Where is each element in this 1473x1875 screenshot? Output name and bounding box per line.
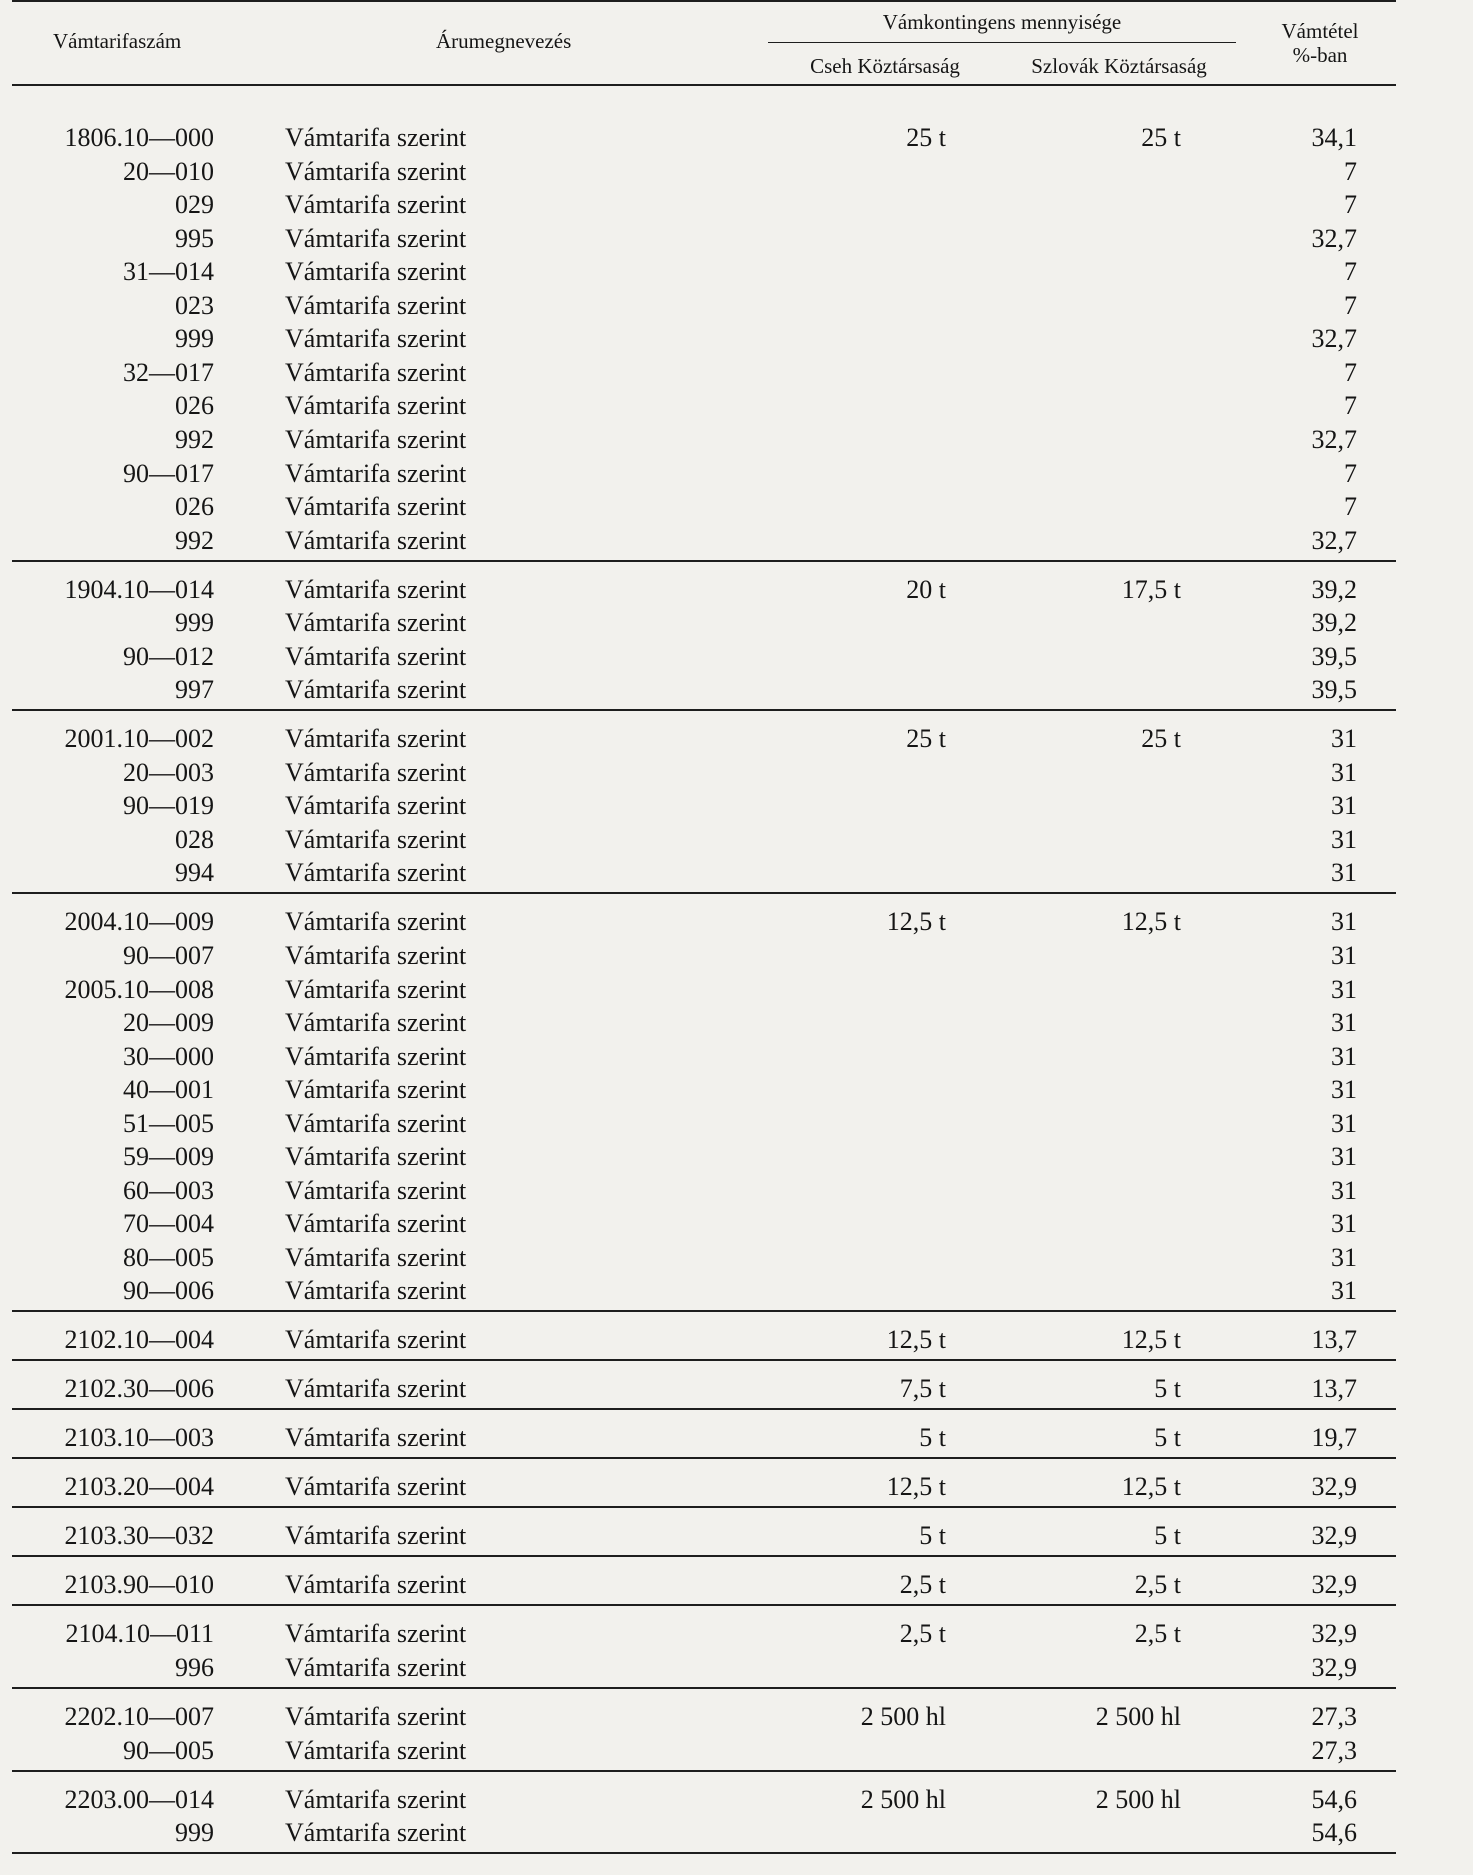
table-row <box>0 390 1473 422</box>
tariff-code: 31—014 <box>123 257 214 286</box>
goods-description: Vámtarifa szerint <box>285 1075 467 1104</box>
duty-rate: 31 <box>1331 1109 1357 1138</box>
slovak-quota: 25 t <box>1141 724 1181 753</box>
duty-rate: 32,7 <box>1311 526 1357 555</box>
duty-rate: 31 <box>1331 1142 1357 1171</box>
duty-rate: 13,7 <box>1311 1325 1357 1354</box>
column-header-description: Árumegnevezés <box>436 29 572 53</box>
tariff-code: 996 <box>175 1653 214 1682</box>
duty-rate: 32,9 <box>1311 1570 1357 1599</box>
czech-quota: 2 500 hl <box>860 1702 946 1731</box>
goods-description: Vámtarifa szerint <box>285 190 467 219</box>
goods-description: Vámtarifa szerint <box>285 123 467 152</box>
tariff-code: 995 <box>175 224 214 253</box>
column-header-slovak: Szlovák Köztársaság <box>1031 54 1207 78</box>
table-row <box>0 525 1473 557</box>
goods-description: Vámtarifa szerint <box>285 1109 467 1138</box>
duty-rate: 39,5 <box>1311 642 1357 671</box>
tariff-code: 70—004 <box>123 1209 214 1238</box>
tariff-code: 2004.10—009 <box>64 907 214 936</box>
table-row <box>0 1422 1473 1454</box>
goods-description: Vámtarifa szerint <box>285 975 467 1004</box>
duty-rate: 7 <box>1344 391 1357 420</box>
duty-rate: 27,3 <box>1311 1702 1357 1731</box>
tariff-code: 2005.10—008 <box>64 975 214 1004</box>
tariff-code: 2103.30—032 <box>64 1521 214 1550</box>
tariff-code: 999 <box>175 1818 214 1847</box>
goods-description: Vámtarifa szerint <box>285 1374 467 1403</box>
tariff-code: 20—009 <box>123 1008 214 1037</box>
column-header-quota: Vámkontingens mennyisége <box>882 10 1122 34</box>
duty-rate: 7 <box>1344 157 1357 186</box>
duty-rate: 27,3 <box>1311 1736 1357 1765</box>
duty-rate: 7 <box>1344 358 1357 387</box>
goods-description: Vámtarifa szerint <box>285 1785 467 1814</box>
table-row <box>0 757 1473 789</box>
table-row <box>0 574 1473 606</box>
table-row <box>0 1817 1473 1849</box>
table-row <box>0 323 1473 355</box>
tariff-code: 028 <box>175 825 214 854</box>
table-row <box>0 1242 1473 1274</box>
goods-description: Vámtarifa szerint <box>285 1818 467 1847</box>
group-separator <box>12 1604 1396 1606</box>
tariff-code: 20—003 <box>123 758 214 787</box>
group-separator <box>12 560 1396 562</box>
tariff-code: 90—007 <box>123 941 214 970</box>
table-row <box>0 857 1473 889</box>
duty-rate: 7 <box>1344 257 1357 286</box>
czech-quota: 25 t <box>906 724 946 753</box>
goods-description: Vámtarifa szerint <box>285 675 467 704</box>
duty-rate: 13,7 <box>1311 1374 1357 1403</box>
slovak-quota: 12,5 t <box>1121 1325 1181 1354</box>
czech-quota: 2 500 hl <box>860 1785 946 1814</box>
table-row <box>0 1520 1473 1552</box>
tariff-code: 30—000 <box>123 1042 214 1071</box>
top-rule <box>12 0 1396 2</box>
table-row <box>0 1074 1473 1106</box>
group-separator <box>12 1770 1396 1772</box>
table-row <box>0 189 1473 221</box>
table-row <box>0 974 1473 1006</box>
table-row <box>0 824 1473 856</box>
tariff-code: 40—001 <box>123 1075 214 1104</box>
table-row <box>0 223 1473 255</box>
tariff-code: 999 <box>175 608 214 637</box>
goods-description: Vámtarifa szerint <box>285 825 467 854</box>
table-row <box>0 1007 1473 1039</box>
goods-description: Vámtarifa szerint <box>285 1570 467 1599</box>
group-separator <box>12 892 1396 894</box>
slovak-quota: 2 500 hl <box>1095 1785 1181 1814</box>
duty-rate: 31 <box>1331 941 1357 970</box>
slovak-quota: 12,5 t <box>1121 907 1181 936</box>
duty-rate: 31 <box>1331 758 1357 787</box>
slovak-quota: 2 500 hl <box>1095 1702 1181 1731</box>
czech-quota: 2,5 t <box>899 1570 946 1599</box>
duty-rate: 31 <box>1331 907 1357 936</box>
goods-description: Vámtarifa szerint <box>285 157 467 186</box>
tariff-code: 992 <box>175 526 214 555</box>
tariff-code: 90—017 <box>123 459 214 488</box>
goods-description: Vámtarifa szerint <box>285 1276 467 1305</box>
header-rule <box>12 84 1396 86</box>
table-row <box>0 641 1473 673</box>
slovak-quota: 5 t <box>1154 1521 1181 1550</box>
goods-description: Vámtarifa szerint <box>285 941 467 970</box>
czech-quota: 20 t <box>906 575 946 604</box>
duty-rate: 39,2 <box>1311 575 1357 604</box>
czech-quota: 25 t <box>906 123 946 152</box>
group-separator <box>12 1506 1396 1508</box>
tariff-code: 2203.00—014 <box>64 1785 214 1814</box>
goods-description: Vámtarifa szerint <box>285 358 467 387</box>
duty-rate: 32,7 <box>1311 324 1357 353</box>
duty-rate: 31 <box>1331 1276 1357 1305</box>
duty-rate: 39,2 <box>1311 608 1357 637</box>
duty-rate: 32,9 <box>1311 1653 1357 1682</box>
column-header-czech: Cseh Köztársaság <box>810 54 960 78</box>
goods-description: Vámtarifa szerint <box>285 1423 467 1452</box>
duty-rate: 31 <box>1331 724 1357 753</box>
slovak-quota: 12,5 t <box>1121 1472 1181 1501</box>
goods-description: Vámtarifa szerint <box>285 907 467 936</box>
table-row <box>0 1141 1473 1173</box>
goods-description: Vámtarifa szerint <box>285 1702 467 1731</box>
tariff-code: 90—012 <box>123 642 214 671</box>
czech-quota: 7,5 t <box>899 1374 946 1403</box>
duty-rate: 7 <box>1344 291 1357 320</box>
group-separator <box>12 1687 1396 1689</box>
table-row <box>0 1784 1473 1816</box>
duty-rate: 31 <box>1331 1209 1357 1238</box>
goods-description: Vámtarifa szerint <box>285 1209 467 1238</box>
tariff-code: 997 <box>175 675 214 704</box>
czech-quota: 5 t <box>919 1423 946 1452</box>
tariff-code: 60—003 <box>123 1176 214 1205</box>
tariff-code: 2102.30—006 <box>64 1374 214 1403</box>
column-header-rate <box>1250 19 1390 67</box>
tariff-code: 023 <box>175 291 214 320</box>
rate-header-line-1: Vámtétel <box>1281 19 1359 43</box>
goods-description: Vámtarifa szerint <box>285 858 467 887</box>
table-row <box>0 1208 1473 1240</box>
duty-rate: 39,5 <box>1311 675 1357 704</box>
duty-rate: 31 <box>1331 975 1357 1004</box>
goods-description: Vámtarifa szerint <box>285 459 467 488</box>
tariff-code: 90—019 <box>123 791 214 820</box>
group-separator <box>12 1359 1396 1361</box>
table-row <box>0 1108 1473 1140</box>
czech-quota: 12,5 t <box>886 1472 946 1501</box>
table-row <box>0 122 1473 154</box>
tariff-code: 2001.10—002 <box>64 724 214 753</box>
table-row <box>0 1569 1473 1601</box>
duty-rate: 32,9 <box>1311 1472 1357 1501</box>
tariff-code: 2104.10—011 <box>65 1619 214 1648</box>
tariff-code: 51—005 <box>123 1109 214 1138</box>
slovak-quota: 5 t <box>1154 1374 1181 1403</box>
goods-description: Vámtarifa szerint <box>285 758 467 787</box>
tariff-code: 1904.10—014 <box>64 575 214 604</box>
goods-description: Vámtarifa szerint <box>285 1472 467 1501</box>
group-separator <box>12 1852 1396 1854</box>
goods-description: Vámtarifa szerint <box>285 291 467 320</box>
goods-description: Vámtarifa szerint <box>285 492 467 521</box>
group-separator <box>12 1457 1396 1459</box>
tariff-code: 026 <box>175 391 214 420</box>
duty-rate: 31 <box>1331 1243 1357 1272</box>
table-row <box>0 491 1473 523</box>
tariff-code: 994 <box>175 858 214 887</box>
quota-subrule <box>768 42 1236 43</box>
table-row <box>0 1471 1473 1503</box>
czech-quota: 5 t <box>919 1521 946 1550</box>
tariff-code: 029 <box>175 190 214 219</box>
goods-description: Vámtarifa szerint <box>285 1521 467 1550</box>
goods-description: Vámtarifa szerint <box>285 1008 467 1037</box>
tariff-code: 999 <box>175 324 214 353</box>
table-row <box>0 290 1473 322</box>
table-row <box>0 607 1473 639</box>
table-row <box>0 940 1473 972</box>
goods-description: Vámtarifa szerint <box>285 1325 467 1354</box>
goods-description: Vámtarifa szerint <box>285 257 467 286</box>
table-row <box>0 1652 1473 1684</box>
goods-description: Vámtarifa szerint <box>285 224 467 253</box>
duty-rate: 32,9 <box>1311 1521 1357 1550</box>
goods-description: Vámtarifa szerint <box>285 724 467 753</box>
tariff-code: 026 <box>175 492 214 521</box>
slovak-quota: 5 t <box>1154 1423 1181 1452</box>
tariff-code: 1806.10—000 <box>64 123 214 152</box>
duty-rate: 7 <box>1344 190 1357 219</box>
duty-rate: 7 <box>1344 492 1357 521</box>
duty-rate: 31 <box>1331 858 1357 887</box>
group-separator <box>12 709 1396 711</box>
table-row <box>0 1373 1473 1405</box>
goods-description: Vámtarifa szerint <box>285 425 467 454</box>
goods-description: Vámtarifa szerint <box>285 1653 467 1682</box>
goods-description: Vámtarifa szerint <box>285 1142 467 1171</box>
goods-description: Vámtarifa szerint <box>285 324 467 353</box>
table-row <box>0 424 1473 456</box>
goods-description: Vámtarifa szerint <box>285 791 467 820</box>
duty-rate: 32,7 <box>1311 425 1357 454</box>
tariff-code: 32—017 <box>123 358 214 387</box>
duty-rate: 31 <box>1331 1075 1357 1104</box>
tariff-code: 2202.10—007 <box>64 1702 214 1731</box>
table-row <box>0 458 1473 490</box>
goods-description: Vámtarifa szerint <box>285 526 467 555</box>
table-row <box>0 1701 1473 1733</box>
slovak-quota: 2,5 t <box>1134 1619 1181 1648</box>
slovak-quota: 2,5 t <box>1134 1570 1181 1599</box>
tariff-code: 2102.10—004 <box>64 1325 214 1354</box>
tariff-code: 80—005 <box>123 1243 214 1272</box>
tariff-code: 20—010 <box>123 157 214 186</box>
goods-description: Vámtarifa szerint <box>285 1042 467 1071</box>
slovak-quota: 17,5 t <box>1121 575 1181 604</box>
table-row <box>0 906 1473 938</box>
tariff-code: 59—009 <box>123 1142 214 1171</box>
duty-rate: 32,7 <box>1311 224 1357 253</box>
duty-rate: 31 <box>1331 1176 1357 1205</box>
table-row <box>0 1275 1473 1307</box>
tariff-code: 90—005 <box>123 1736 214 1765</box>
duty-rate: 32,9 <box>1311 1619 1357 1648</box>
goods-description: Vámtarifa szerint <box>285 608 467 637</box>
table-row <box>0 1041 1473 1073</box>
czech-quota: 12,5 t <box>886 907 946 936</box>
duty-rate: 19,7 <box>1311 1423 1357 1452</box>
table-row <box>0 1735 1473 1767</box>
duty-rate: 54,6 <box>1311 1785 1357 1814</box>
group-separator <box>12 1408 1396 1410</box>
tariff-code: 2103.20—004 <box>64 1472 214 1501</box>
table-row <box>0 790 1473 822</box>
duty-rate: 31 <box>1331 825 1357 854</box>
table-row <box>0 156 1473 188</box>
duty-rate: 31 <box>1331 791 1357 820</box>
table-row <box>0 1324 1473 1356</box>
tariff-code: 90—006 <box>123 1276 214 1305</box>
goods-description: Vámtarifa szerint <box>285 575 467 604</box>
slovak-quota: 25 t <box>1141 123 1181 152</box>
czech-quota: 2,5 t <box>899 1619 946 1648</box>
rate-header-line-2: %-ban <box>1292 43 1348 67</box>
group-separator <box>12 1310 1396 1312</box>
tariff-code: 2103.90—010 <box>64 1570 214 1599</box>
goods-description: Vámtarifa szerint <box>285 642 467 671</box>
table-row <box>0 1175 1473 1207</box>
duty-rate: 31 <box>1331 1008 1357 1037</box>
table-row <box>0 256 1473 288</box>
tariff-code: 992 <box>175 425 214 454</box>
czech-quota: 12,5 t <box>886 1325 946 1354</box>
group-separator <box>12 1555 1396 1557</box>
goods-description: Vámtarifa szerint <box>285 1243 467 1272</box>
column-header-code: Vámtarifaszám <box>53 29 182 53</box>
duty-rate: 7 <box>1344 459 1357 488</box>
table-row <box>0 674 1473 706</box>
goods-description: Vámtarifa szerint <box>285 1736 467 1765</box>
goods-description: Vámtarifa szerint <box>285 1176 467 1205</box>
table-row <box>0 357 1473 389</box>
goods-description: Vámtarifa szerint <box>285 391 467 420</box>
table-row <box>0 723 1473 755</box>
duty-rate: 31 <box>1331 1042 1357 1071</box>
duty-rate: 54,6 <box>1311 1818 1357 1847</box>
goods-description: Vámtarifa szerint <box>285 1619 467 1648</box>
tariff-code: 2103.10—003 <box>64 1423 214 1452</box>
table-row <box>0 1618 1473 1650</box>
duty-rate: 34,1 <box>1311 123 1357 152</box>
